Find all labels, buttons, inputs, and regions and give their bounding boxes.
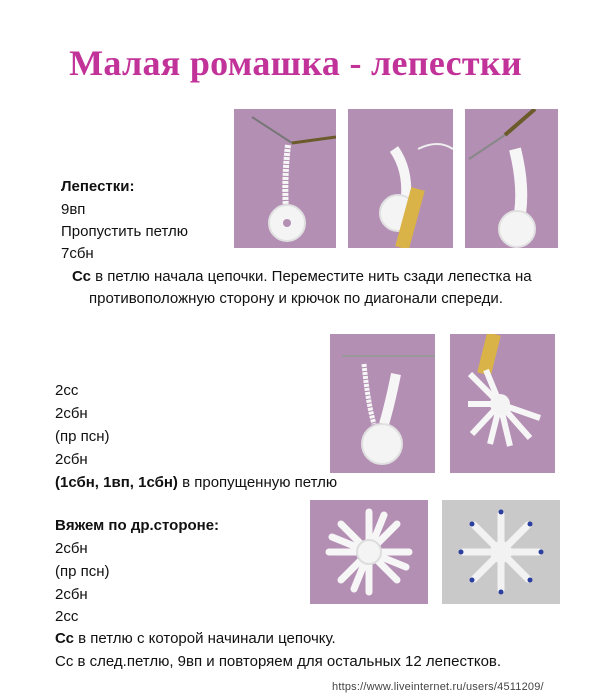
step-photo-3 bbox=[465, 109, 558, 248]
other-side-heading: Вяжем по др.стороне: bbox=[55, 517, 220, 534]
petal-second-side-image bbox=[330, 334, 435, 473]
other-side-step-1: 2сбн bbox=[55, 540, 88, 557]
step-photo-4 bbox=[330, 334, 435, 473]
page-title: Малая ромашка - лепестки bbox=[69, 43, 522, 83]
petals-step-3: 7сбн bbox=[61, 245, 94, 262]
petal-chain-image bbox=[234, 109, 336, 248]
instruction-text: в петлю начала цепочки. Переместите нить сзади лепестка на bbox=[90, 268, 532, 285]
final-rest-text: в петлю с которой начинали цепочку. bbox=[73, 630, 336, 647]
other-side-step-4: 2сс bbox=[55, 608, 79, 625]
round2-step-5 bbox=[55, 472, 337, 493]
petals-instruction-line-1 bbox=[72, 266, 532, 287]
step-photo-2 bbox=[348, 109, 453, 248]
other-side-step-3: 2сбн bbox=[55, 586, 88, 603]
step-photo-7 bbox=[442, 500, 560, 604]
petals-step-2: Пропустить петлю bbox=[61, 223, 189, 240]
petals-instruction-line-2: противоположную сторону и крючок по диагонали спереди. bbox=[89, 290, 503, 307]
petal-crochet-image bbox=[465, 109, 558, 248]
pinned-daisy-image bbox=[442, 500, 560, 604]
watermark-url: https://www.liveinternet.ru/users/4511209/ bbox=[332, 681, 544, 693]
step-photo-6 bbox=[310, 500, 428, 604]
round2-rest-text: в пропущенную петлю bbox=[177, 474, 338, 491]
other-side-step-2: (пр псн) bbox=[55, 563, 110, 580]
step-photo-5 bbox=[450, 334, 555, 473]
round2-bold-term: (1сбн, 1вп, 1сбн) bbox=[55, 474, 178, 491]
petals-fan-image bbox=[450, 334, 555, 473]
round2-step-2: 2сбн bbox=[55, 405, 88, 422]
petal-hook-image bbox=[348, 109, 453, 248]
round2-step-4: 2сбн bbox=[55, 451, 88, 468]
final-bold-term: Сс bbox=[55, 630, 74, 647]
round2-step-1: 2сс bbox=[55, 382, 79, 399]
round2-step-3: (пр псн) bbox=[55, 428, 110, 445]
daisy-flower-image bbox=[310, 500, 428, 604]
petals-heading: Лепестки: bbox=[61, 178, 135, 195]
petals-step-1: 9вп bbox=[61, 201, 86, 218]
instruction-bold-term: Сс bbox=[72, 268, 91, 285]
step-photo-1 bbox=[234, 109, 336, 248]
final-instruction-line-2: Сс в след.петлю, 9вп и повторяем для остальных 12 лепестков. bbox=[55, 653, 502, 670]
final-instruction-line-1 bbox=[55, 628, 336, 649]
